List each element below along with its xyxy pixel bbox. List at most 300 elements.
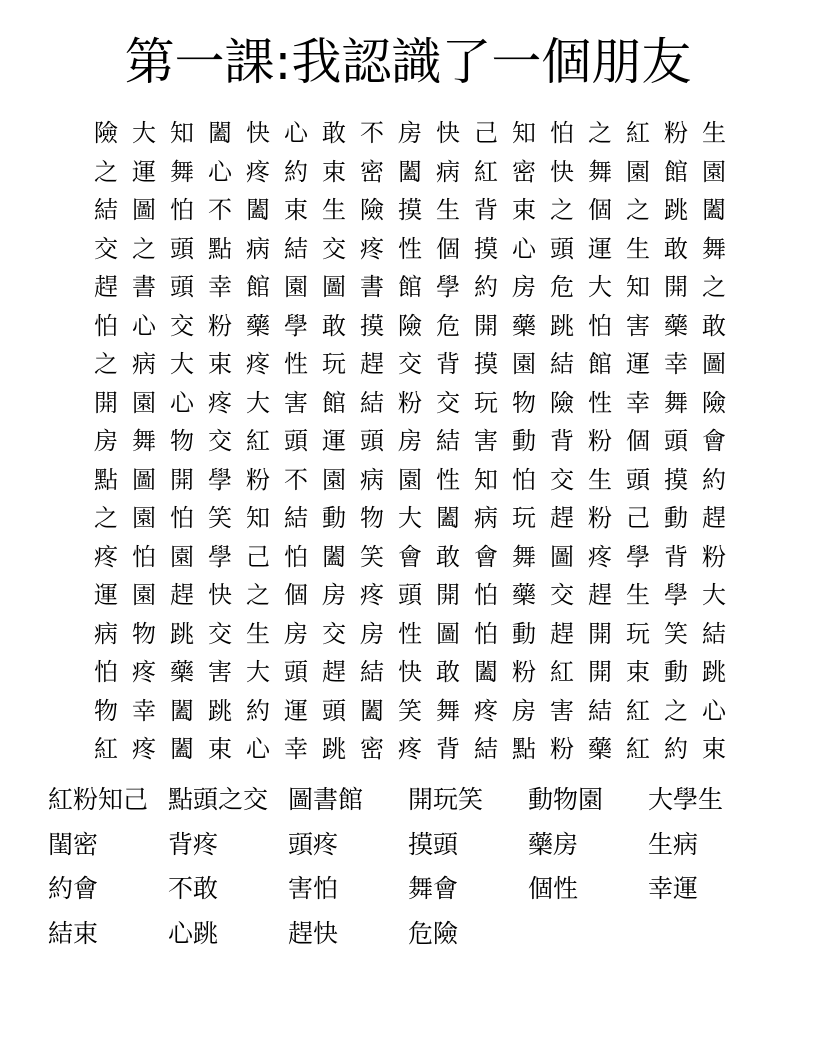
grid-cell: 學 bbox=[208, 542, 232, 571]
grid-cell: 粉 bbox=[208, 311, 232, 340]
grid-cell: 笑 bbox=[360, 542, 384, 571]
word-list-item: 摸頭 bbox=[408, 829, 459, 859]
grid-cell: 闔 bbox=[398, 157, 422, 186]
grid-cell: 怕 bbox=[588, 311, 612, 340]
grid-cell: 房 bbox=[360, 619, 384, 648]
grid-cell: 危 bbox=[550, 273, 574, 302]
grid-cell: 頭 bbox=[170, 273, 194, 302]
page-title: 第一課:我認識了一個朋友 bbox=[124, 33, 692, 91]
word-list-item: 心跳 bbox=[168, 918, 219, 948]
grid-cell: 房 bbox=[94, 427, 118, 456]
grid-cell: 開 bbox=[588, 658, 612, 687]
grid-cell: 心 bbox=[170, 388, 194, 417]
grid-row bbox=[87, 268, 733, 307]
grid-cell: 知 bbox=[170, 119, 194, 148]
grid-cell: 個 bbox=[588, 196, 612, 225]
grid-cell: 紅 bbox=[626, 696, 650, 725]
grid-cell: 怕 bbox=[170, 196, 194, 225]
grid-cell: 己 bbox=[474, 119, 498, 148]
grid-row bbox=[87, 422, 733, 461]
grid-row bbox=[87, 114, 733, 153]
grid-cell: 藥 bbox=[512, 581, 536, 610]
word-list-item: 生病 bbox=[648, 829, 699, 859]
grid-cell: 物 bbox=[512, 388, 536, 417]
grid-cell: 交 bbox=[208, 619, 232, 648]
grid-cell: 紅 bbox=[626, 119, 650, 148]
grid-cell: 知 bbox=[246, 504, 270, 533]
grid-cell: 紅 bbox=[550, 658, 574, 687]
grid-cell: 房 bbox=[398, 119, 422, 148]
grid-cell: 怕 bbox=[474, 581, 498, 610]
grid-cell: 舞 bbox=[702, 234, 726, 263]
grid-cell: 密 bbox=[360, 735, 384, 764]
grid-cell: 大 bbox=[246, 658, 270, 687]
grid-cell: 生 bbox=[588, 465, 612, 494]
word-list-item: 頭疼 bbox=[288, 829, 339, 859]
grid-cell: 交 bbox=[94, 234, 118, 263]
grid-cell: 快 bbox=[550, 157, 574, 186]
grid-row bbox=[87, 576, 733, 615]
grid-cell: 大 bbox=[246, 388, 270, 417]
grid-cell: 結 bbox=[360, 388, 384, 417]
grid-cell: 病 bbox=[474, 504, 498, 533]
grid-cell: 不 bbox=[284, 465, 308, 494]
grid-cell: 頭 bbox=[322, 696, 346, 725]
grid-cell: 知 bbox=[512, 119, 536, 148]
grid-cell: 心 bbox=[132, 311, 156, 340]
grid-cell: 快 bbox=[398, 658, 422, 687]
grid-cell: 房 bbox=[512, 696, 536, 725]
grid-cell: 生 bbox=[246, 619, 270, 648]
grid-cell: 結 bbox=[588, 696, 612, 725]
grid-cell: 束 bbox=[626, 658, 650, 687]
grid-cell: 性 bbox=[398, 619, 422, 648]
grid-cell: 害 bbox=[474, 427, 498, 456]
grid-cell: 運 bbox=[626, 350, 650, 379]
grid-cell: 玩 bbox=[474, 388, 498, 417]
grid-cell: 舞 bbox=[512, 542, 536, 571]
grid-cell: 束 bbox=[284, 196, 308, 225]
grid-cell: 闔 bbox=[170, 735, 194, 764]
grid-cell: 頭 bbox=[170, 234, 194, 263]
grid-cell: 圖 bbox=[322, 273, 346, 302]
grid-cell: 頭 bbox=[284, 427, 308, 456]
grid-cell: 粉 bbox=[398, 388, 422, 417]
grid-row bbox=[87, 384, 733, 423]
grid-cell: 束 bbox=[702, 735, 726, 764]
grid-cell: 約 bbox=[246, 696, 270, 725]
grid-cell: 心 bbox=[208, 157, 232, 186]
grid-cell: 個 bbox=[626, 427, 650, 456]
grid-cell: 敢 bbox=[436, 542, 460, 571]
grid-cell: 藥 bbox=[246, 311, 270, 340]
grid-cell: 書 bbox=[360, 273, 384, 302]
word-list-item: 害怕 bbox=[288, 874, 339, 904]
grid-cell: 粉 bbox=[550, 735, 574, 764]
word-search-grid bbox=[87, 114, 733, 769]
grid-cell: 學 bbox=[208, 465, 232, 494]
grid-cell: 快 bbox=[208, 581, 232, 610]
grid-cell: 園 bbox=[702, 157, 726, 186]
word-list-row bbox=[48, 912, 768, 957]
grid-cell: 束 bbox=[512, 196, 536, 225]
grid-cell: 摸 bbox=[474, 350, 498, 379]
grid-cell: 開 bbox=[94, 388, 118, 417]
grid-cell: 交 bbox=[550, 465, 574, 494]
grid-cell: 學 bbox=[284, 311, 308, 340]
grid-cell: 疼 bbox=[132, 658, 156, 687]
grid-cell: 頭 bbox=[626, 465, 650, 494]
grid-cell: 學 bbox=[436, 273, 460, 302]
grid-cell: 束 bbox=[208, 350, 232, 379]
grid-cell: 玩 bbox=[512, 504, 536, 533]
grid-cell: 幸 bbox=[284, 735, 308, 764]
grid-cell: 心 bbox=[512, 234, 536, 263]
grid-cell: 大 bbox=[170, 350, 194, 379]
grid-cell: 敢 bbox=[322, 119, 346, 148]
grid-cell: 敢 bbox=[436, 658, 460, 687]
grid-cell: 怕 bbox=[550, 119, 574, 148]
grid-row bbox=[87, 538, 733, 577]
grid-cell: 約 bbox=[474, 273, 498, 302]
word-list-item: 大學生 bbox=[648, 785, 724, 815]
grid-cell: 物 bbox=[132, 619, 156, 648]
grid-cell: 結 bbox=[436, 427, 460, 456]
grid-cell: 趕 bbox=[550, 619, 574, 648]
grid-cell: 紅 bbox=[474, 157, 498, 186]
word-list-item: 舞會 bbox=[408, 874, 459, 904]
grid-cell: 敢 bbox=[322, 311, 346, 340]
grid-cell: 密 bbox=[512, 157, 536, 186]
grid-cell: 性 bbox=[398, 234, 422, 263]
word-list-item: 點頭之交 bbox=[168, 785, 269, 815]
grid-cell: 生 bbox=[436, 196, 460, 225]
grid-cell: 物 bbox=[360, 504, 384, 533]
grid-cell: 闔 bbox=[170, 696, 194, 725]
grid-cell: 圖 bbox=[132, 196, 156, 225]
word-list-item: 藥房 bbox=[528, 829, 579, 859]
grid-cell: 頭 bbox=[398, 581, 422, 610]
grid-cell: 藥 bbox=[512, 311, 536, 340]
grid-cell: 生 bbox=[702, 119, 726, 148]
grid-cell: 點 bbox=[512, 735, 536, 764]
grid-cell: 險 bbox=[94, 119, 118, 148]
grid-cell: 生 bbox=[626, 581, 650, 610]
grid-cell: 束 bbox=[208, 735, 232, 764]
grid-cell: 頭 bbox=[664, 427, 688, 456]
grid-cell: 摸 bbox=[474, 234, 498, 263]
grid-cell: 疼 bbox=[474, 696, 498, 725]
grid-row bbox=[87, 345, 733, 384]
grid-cell: 束 bbox=[322, 157, 346, 186]
grid-cell: 之 bbox=[132, 234, 156, 263]
grid-cell: 生 bbox=[626, 234, 650, 263]
grid-cell: 藥 bbox=[170, 658, 194, 687]
grid-cell: 學 bbox=[626, 542, 650, 571]
grid-row bbox=[87, 153, 733, 192]
word-list-item: 危險 bbox=[408, 918, 459, 948]
grid-cell: 摸 bbox=[360, 311, 384, 340]
grid-cell: 舞 bbox=[436, 696, 460, 725]
grid-cell: 房 bbox=[512, 273, 536, 302]
grid-cell: 開 bbox=[588, 619, 612, 648]
grid-cell: 園 bbox=[132, 388, 156, 417]
grid-cell: 運 bbox=[94, 581, 118, 610]
grid-cell: 大 bbox=[702, 581, 726, 610]
grid-cell: 趕 bbox=[588, 581, 612, 610]
word-list-row bbox=[48, 867, 768, 912]
grid-cell: 性 bbox=[284, 350, 308, 379]
grid-cell: 疼 bbox=[208, 388, 232, 417]
word-list-row bbox=[48, 823, 768, 868]
grid-cell: 背 bbox=[436, 735, 460, 764]
grid-cell: 園 bbox=[398, 465, 422, 494]
grid-cell: 知 bbox=[474, 465, 498, 494]
word-list-item: 個性 bbox=[528, 874, 579, 904]
grid-cell: 玩 bbox=[626, 619, 650, 648]
grid-cell: 開 bbox=[474, 311, 498, 340]
grid-cell: 物 bbox=[170, 427, 194, 456]
grid-cell: 紅 bbox=[94, 735, 118, 764]
grid-cell: 闔 bbox=[208, 119, 232, 148]
grid-cell: 園 bbox=[626, 157, 650, 186]
grid-cell: 之 bbox=[94, 504, 118, 533]
grid-cell: 約 bbox=[702, 465, 726, 494]
grid-cell: 舞 bbox=[664, 388, 688, 417]
grid-cell: 笑 bbox=[398, 696, 422, 725]
grid-cell: 不 bbox=[360, 119, 384, 148]
grid-cell: 幸 bbox=[132, 696, 156, 725]
grid-cell: 闔 bbox=[322, 542, 346, 571]
word-list-item: 趕快 bbox=[288, 918, 339, 948]
grid-cell: 運 bbox=[588, 234, 612, 263]
grid-cell: 摸 bbox=[398, 196, 422, 225]
word-list-item: 幸運 bbox=[648, 874, 699, 904]
grid-cell: 摸 bbox=[664, 465, 688, 494]
grid-cell: 之 bbox=[246, 581, 270, 610]
grid-cell: 園 bbox=[512, 350, 536, 379]
grid-cell: 點 bbox=[208, 234, 232, 263]
grid-cell: 房 bbox=[398, 427, 422, 456]
grid-cell: 玩 bbox=[322, 350, 346, 379]
grid-cell: 快 bbox=[436, 119, 460, 148]
grid-cell: 粉 bbox=[588, 504, 612, 533]
grid-cell: 動 bbox=[664, 658, 688, 687]
grid-cell: 紅 bbox=[246, 427, 270, 456]
grid-cell: 跳 bbox=[170, 619, 194, 648]
word-list-item: 動物園 bbox=[528, 785, 604, 815]
grid-cell: 結 bbox=[94, 196, 118, 225]
grid-cell: 動 bbox=[664, 504, 688, 533]
grid-cell: 趕 bbox=[702, 504, 726, 533]
word-list bbox=[48, 778, 768, 956]
grid-cell: 粉 bbox=[588, 427, 612, 456]
grid-cell: 闔 bbox=[360, 696, 384, 725]
grid-cell: 大 bbox=[398, 504, 422, 533]
grid-cell: 害 bbox=[208, 658, 232, 687]
grid-cell: 圖 bbox=[702, 350, 726, 379]
grid-cell: 病 bbox=[132, 350, 156, 379]
grid-cell: 快 bbox=[246, 119, 270, 148]
grid-row bbox=[87, 191, 733, 230]
grid-cell: 結 bbox=[360, 658, 384, 687]
grid-cell: 背 bbox=[436, 350, 460, 379]
grid-row bbox=[87, 615, 733, 654]
grid-cell: 闔 bbox=[436, 504, 460, 533]
grid-cell: 開 bbox=[170, 465, 194, 494]
grid-cell: 大 bbox=[588, 273, 612, 302]
word-list-item: 閨密 bbox=[48, 829, 99, 859]
grid-cell: 闔 bbox=[246, 196, 270, 225]
grid-cell: 跳 bbox=[550, 311, 574, 340]
grid-cell: 險 bbox=[550, 388, 574, 417]
grid-cell: 怕 bbox=[474, 619, 498, 648]
grid-cell: 病 bbox=[436, 157, 460, 186]
grid-cell: 圖 bbox=[132, 465, 156, 494]
grid-cell: 館 bbox=[588, 350, 612, 379]
grid-cell: 疼 bbox=[398, 735, 422, 764]
grid-row bbox=[87, 307, 733, 346]
grid-cell: 險 bbox=[702, 388, 726, 417]
grid-cell: 運 bbox=[132, 157, 156, 186]
word-list-item: 不敢 bbox=[168, 874, 219, 904]
grid-cell: 交 bbox=[550, 581, 574, 610]
grid-cell: 跳 bbox=[208, 696, 232, 725]
grid-cell: 會 bbox=[474, 542, 498, 571]
grid-cell: 結 bbox=[284, 504, 308, 533]
grid-cell: 怕 bbox=[170, 504, 194, 533]
grid-cell: 物 bbox=[94, 696, 118, 725]
grid-cell: 房 bbox=[284, 619, 308, 648]
grid-cell: 生 bbox=[322, 196, 346, 225]
grid-cell: 交 bbox=[398, 350, 422, 379]
grid-cell: 不 bbox=[208, 196, 232, 225]
grid-cell: 約 bbox=[664, 735, 688, 764]
grid-cell: 跳 bbox=[322, 735, 346, 764]
grid-cell: 之 bbox=[664, 696, 688, 725]
grid-cell: 心 bbox=[246, 735, 270, 764]
grid-row bbox=[87, 730, 733, 769]
grid-cell: 房 bbox=[322, 581, 346, 610]
grid-cell: 之 bbox=[550, 196, 574, 225]
grid-cell: 開 bbox=[436, 581, 460, 610]
grid-cell: 園 bbox=[132, 504, 156, 533]
grid-cell: 動 bbox=[512, 619, 536, 648]
grid-cell: 學 bbox=[664, 581, 688, 610]
grid-cell: 幸 bbox=[664, 350, 688, 379]
grid-cell: 趕 bbox=[550, 504, 574, 533]
grid-cell: 交 bbox=[208, 427, 232, 456]
grid-cell: 圖 bbox=[436, 619, 460, 648]
word-list-item: 紅粉知己 bbox=[48, 785, 149, 815]
grid-cell: 交 bbox=[322, 619, 346, 648]
grid-cell: 紅 bbox=[626, 735, 650, 764]
grid-cell: 趕 bbox=[94, 273, 118, 302]
grid-cell: 交 bbox=[436, 388, 460, 417]
grid-cell: 疼 bbox=[360, 581, 384, 610]
word-list-item: 背疼 bbox=[168, 829, 219, 859]
grid-cell: 館 bbox=[246, 273, 270, 302]
grid-cell: 密 bbox=[360, 157, 384, 186]
grid-cell: 險 bbox=[398, 311, 422, 340]
grid-cell: 之 bbox=[588, 119, 612, 148]
grid-cell: 跳 bbox=[664, 196, 688, 225]
grid-cell: 藥 bbox=[588, 735, 612, 764]
grid-cell: 疼 bbox=[588, 542, 612, 571]
grid-cell: 之 bbox=[94, 157, 118, 186]
grid-cell: 結 bbox=[702, 619, 726, 648]
grid-cell: 園 bbox=[170, 542, 194, 571]
word-list-item: 圖書館 bbox=[288, 785, 364, 815]
grid-cell: 幸 bbox=[208, 273, 232, 302]
grid-cell: 趕 bbox=[360, 350, 384, 379]
grid-cell: 疼 bbox=[360, 234, 384, 263]
grid-cell: 大 bbox=[132, 119, 156, 148]
grid-cell: 危 bbox=[436, 311, 460, 340]
grid-cell: 頭 bbox=[360, 427, 384, 456]
grid-cell: 怕 bbox=[512, 465, 536, 494]
grid-cell: 結 bbox=[474, 735, 498, 764]
grid-cell: 病 bbox=[360, 465, 384, 494]
grid-cell: 之 bbox=[702, 273, 726, 302]
grid-cell: 疼 bbox=[94, 542, 118, 571]
grid-cell: 交 bbox=[322, 234, 346, 263]
grid-cell: 疼 bbox=[132, 735, 156, 764]
grid-cell: 藥 bbox=[664, 311, 688, 340]
word-list-item: 開玩笑 bbox=[408, 785, 484, 815]
grid-row bbox=[87, 692, 733, 731]
grid-cell: 會 bbox=[702, 427, 726, 456]
grid-cell: 敢 bbox=[702, 311, 726, 340]
grid-cell: 險 bbox=[360, 196, 384, 225]
grid-cell: 之 bbox=[94, 350, 118, 379]
grid-cell: 幸 bbox=[626, 388, 650, 417]
grid-cell: 開 bbox=[664, 273, 688, 302]
grid-row bbox=[87, 653, 733, 692]
grid-cell: 趕 bbox=[170, 581, 194, 610]
grid-cell: 館 bbox=[322, 388, 346, 417]
grid-cell: 怕 bbox=[284, 542, 308, 571]
grid-cell: 闔 bbox=[702, 196, 726, 225]
grid-cell: 頭 bbox=[550, 234, 574, 263]
grid-cell: 個 bbox=[436, 234, 460, 263]
grid-cell: 怕 bbox=[132, 542, 156, 571]
grid-cell: 點 bbox=[94, 465, 118, 494]
grid-cell: 心 bbox=[284, 119, 308, 148]
grid-cell: 怕 bbox=[94, 658, 118, 687]
grid-cell: 病 bbox=[246, 234, 270, 263]
grid-cell: 園 bbox=[132, 581, 156, 610]
grid-cell: 粉 bbox=[246, 465, 270, 494]
grid-cell: 趕 bbox=[322, 658, 346, 687]
grid-cell: 疼 bbox=[246, 350, 270, 379]
grid-row bbox=[87, 230, 733, 269]
grid-cell: 怕 bbox=[94, 311, 118, 340]
grid-cell: 背 bbox=[664, 542, 688, 571]
grid-cell: 之 bbox=[626, 196, 650, 225]
grid-cell: 書 bbox=[132, 273, 156, 302]
grid-cell: 舞 bbox=[588, 157, 612, 186]
grid-cell: 運 bbox=[322, 427, 346, 456]
grid-cell: 會 bbox=[398, 542, 422, 571]
grid-cell: 館 bbox=[664, 157, 688, 186]
grid-cell: 害 bbox=[284, 388, 308, 417]
grid-cell: 館 bbox=[398, 273, 422, 302]
grid-cell: 背 bbox=[474, 196, 498, 225]
grid-cell: 個 bbox=[284, 581, 308, 610]
grid-cell: 舞 bbox=[170, 157, 194, 186]
grid-cell: 心 bbox=[702, 696, 726, 725]
